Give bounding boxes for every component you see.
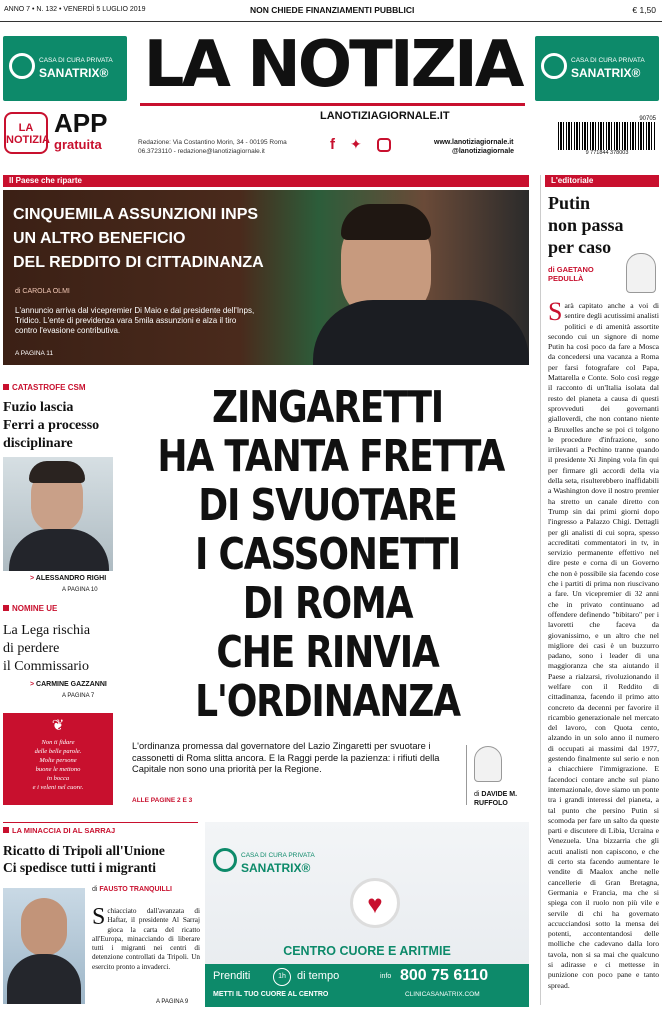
masthead <box>140 28 525 108</box>
editoriale-title: Putin non passa per caso <box>548 193 624 257</box>
sanatrix-ad-right[interactable] <box>535 36 659 101</box>
section-bar-lead: Il Paese che riparte <box>3 175 529 187</box>
sanatrix-ad-left[interactable] <box>3 36 127 101</box>
main-summary: L'ordinanza promessa dal governatore del Lazio Zingaretti per svuotare i cassonetti di Roma slitta ancora. E la Raggi perde la pazienza: i rifiuti della Capitale non sono una priorità per la Regione. <box>132 741 440 774</box>
editoriale-author: di GAETANO PEDULLÀ <box>548 265 594 283</box>
ad-title: CENTRO CUORE E ARITMIE <box>283 944 451 958</box>
slogan: NON CHIEDE FINANZIAMENTI PUBBLICI <box>250 5 415 15</box>
lead-page-ref[interactable]: A PAGINA 11 <box>15 350 54 357</box>
contatti: 06.3723110 - redazione@lanotiziagiornale.it <box>138 148 265 155</box>
ad-subtitle: CASA DI CURA PRIVATA <box>571 57 645 64</box>
photo-hair <box>341 204 431 240</box>
author-portrait-sketch <box>626 253 656 293</box>
lead-body: L'annuncio arriva dal vicepremier Di Maio e dal presidente dell'Inps, Tridico. L'ente di previdenza vara 5mila assunzioni e alza il tiro contro l'evasione contributiva. <box>15 306 255 335</box>
sanatrix-logo-icon <box>541 53 567 79</box>
sanatrix-ad-bottom[interactable] <box>205 822 529 1007</box>
main-page-ref[interactable]: ALLE PAGINE 2 E 3 <box>132 797 193 804</box>
ue-page-ref[interactable]: A PAGINA 7 <box>62 693 95 699</box>
instagram-icon[interactable] <box>377 138 391 152</box>
section-bar-editoriale: L'editoriale <box>545 175 659 187</box>
lead-photo-panel[interactable] <box>3 190 529 365</box>
ad-brand: SANATRIX® <box>571 66 641 80</box>
sanatrix-logo-icon <box>9 53 35 79</box>
libia-author: di FAUSTO TRANQUILLI <box>92 886 172 893</box>
main-headline[interactable]: ZINGARETTI HA TANTA FRETTA DI SVUOTARE I CASSONETTI DI ROMA CHE RINVIA L'ORDINANZA <box>157 383 505 727</box>
clock-icon: 1h <box>273 968 291 986</box>
libia-body: Schiacciato dall'avanzata di Haftar, il presidente Al Sarraj gioca la carta del ricatto all'Europa, minacciando di liberare tutti i migranti nei centri di detenzione controllati da Tripoli. Un esercito pronto a invaderci. <box>92 904 200 971</box>
csm-kicker: CATASTROFE CSM <box>3 383 85 392</box>
photo-suit <box>9 529 109 571</box>
photo-face <box>21 898 67 956</box>
sanatrix-logo-icon <box>213 848 237 872</box>
libia-page-ref[interactable]: A PAGINA 9 <box>156 999 189 1005</box>
masthead-rule <box>140 103 525 106</box>
ue-kicker: NOMINE UE <box>3 604 57 613</box>
ad-footer: Prenditi 1h di tempo info 800 75 6110 METTI IL TUO CUORE AL CENTRO CLINICASANATRIX.COM <box>205 964 529 1007</box>
editoriale-body: Sarà capitato anche a voi di sentire degli acutissimi analisti politici e di amenità assortite secondo cui un signore di nome Putin ha così poco da fare a Mosca da concedersi una vacanza a Roma per farsi fotografare col Papa, Mattarella e Conte. Solo così regge il racconto di un'Italia isolata dal resto del pianeta a causa di questi sprovveduti dei governanti gialloverdi, che non contano niente a Bruxelles anche se poi ci tolgono le procedure d'infrazione, sono irrilevanti a Pechino tranne quando il presidente Xi Jinping vola fin qui per firmare gli accordi della via della seta, risulterebbero inaffidabili a Washington dove il nostro premier ha stretto un canale diretto con Trump sin dai primi giorni dopo l'ingresso a Palazzo Chigi. Dettagli per gli analisti di cui sopra, spesso accreditati commentatori in tv, in servizio permanente effettivo nel dire peste e corna di un Governo che non è possibile sia facendo cose che i partiti di prima non riuscivano a fare. Un vicepremier di 32 anni che in privato continuano ad offendere definendo "bibitaro" per i lavoretti che faceva da giovanissimo, e un altro che nel migliore dei casi è un buzzurro padano, sono i leader di una maggioranza che sta aiutando il Paese a rialzarsi, rivoluzionando il welfare con il Reddito di cittadinanza, facendo il primo atto concreto da decenni per favorire il ricambio generazionale nel mercato del lavoro, con Quota cento, alzando in un solo anno il numero di occupati ai massimi dal 1977, gestendo finalmente sul serio e non a chiacchiere l'immigrazione. E facendoci contare anche sul piano internazionale, dove siamo un ponte tra i grandi interessi del pianeta, a tal punto che persino Putin si scomoda per fare un salto da queste parti e discutere di Libia, Ucraina e Venezuela. Una bizzarria che gli acuti analisti non capiscono, e che di certo sta facendo aumentare le vendite di Maalox anche nelle cancellerie di Gran Bretagna, Germania e Francia, ma che si spiega con il ruolo non più vile e servile di chi ha governato accucciandosi sotto la mensa dei potenti, accontentandosi delle molliche che cadevano dalla loro tavola, non si sa mai che qualcuno si adirasse e ci mettesse in punizione con poco pane e tanto spread. <box>548 301 659 990</box>
photo-hair <box>29 461 85 483</box>
ad-brand: SANATRIX® <box>241 861 311 875</box>
divider <box>466 745 467 805</box>
issue-info: ANNO 7 • N. 132 • VENERDÌ 5 LUGLIO 2019 <box>4 6 146 13</box>
libia-headline: Ricatto di Tripoli all'Unione Ci spedisce tutti i migranti <box>3 843 165 875</box>
libia-photo[interactable] <box>3 888 85 1004</box>
redazione: Redazione: Via Costantino Morin, 34 - 00195 Roma <box>138 139 287 146</box>
quote-text: Non ti fidare delle belle parole. Molte persone buone le mettono in bocca e i veleni nel cuore. <box>32 739 84 791</box>
site-url[interactable]: LANOTIZIAGIORNALE.IT <box>320 110 450 122</box>
facebook-icon[interactable]: f <box>330 136 335 153</box>
photo-suit <box>313 300 529 365</box>
app-logo-icon[interactable]: LA NOTIZIA <box>4 112 48 154</box>
barcode: 90705 9 771844 378003 <box>558 116 656 160</box>
heart-icon: ♥ <box>350 878 400 928</box>
rule <box>3 822 198 823</box>
quote-promo[interactable] <box>3 713 113 805</box>
top-bar <box>0 0 662 22</box>
social-handle: @lanotiziagiornale <box>452 148 515 155</box>
csm-photo[interactable] <box>3 457 113 571</box>
ue-author: > CARMINE GAZZANNI <box>30 681 107 688</box>
main-author: di DAVIDE M. RUFFOLO <box>474 791 518 807</box>
ad-subtitle: CASA DI CURA PRIVATA <box>241 852 315 859</box>
column-divider <box>540 175 541 1005</box>
author-portrait-sketch <box>474 746 502 782</box>
lead-headline: CINQUEMILA ASSUNZIONI INPS UN ALTRO BENEFICIO DEL REDDITO DI CITTADINANZA <box>13 206 264 271</box>
twitter-icon[interactable]: ✦ <box>350 136 362 152</box>
web-address[interactable]: www.lanotiziagiornale.it <box>434 139 514 146</box>
feather-icon: ❦ <box>51 717 65 734</box>
price: € 1,50 <box>632 5 656 15</box>
app-free: gratuita <box>54 137 102 152</box>
ad-brand: SANATRIX® <box>39 66 109 80</box>
csm-headline: Fuzio lascia Ferri a processo disciplinare <box>3 400 100 451</box>
photo-suit <box>7 954 81 1004</box>
app-label: APP <box>54 108 108 138</box>
ad-phone: 800 75 6110 <box>400 967 489 984</box>
ue-headline: La Lega rischia di perdere il Commissario <box>3 623 91 674</box>
csm-author: > ALESSANDRO RIGHI <box>30 575 107 582</box>
ad-subtitle: CASA DI CURA PRIVATA <box>39 57 113 64</box>
lead-author: di CAROLA OLMI <box>15 288 70 295</box>
newspaper-title: LA NOTIZIA <box>143 28 522 102</box>
csm-page-ref[interactable]: A PAGINA 10 <box>62 587 98 593</box>
libia-kicker: LA MINACCIA DI AL SARRAJ <box>3 826 115 835</box>
